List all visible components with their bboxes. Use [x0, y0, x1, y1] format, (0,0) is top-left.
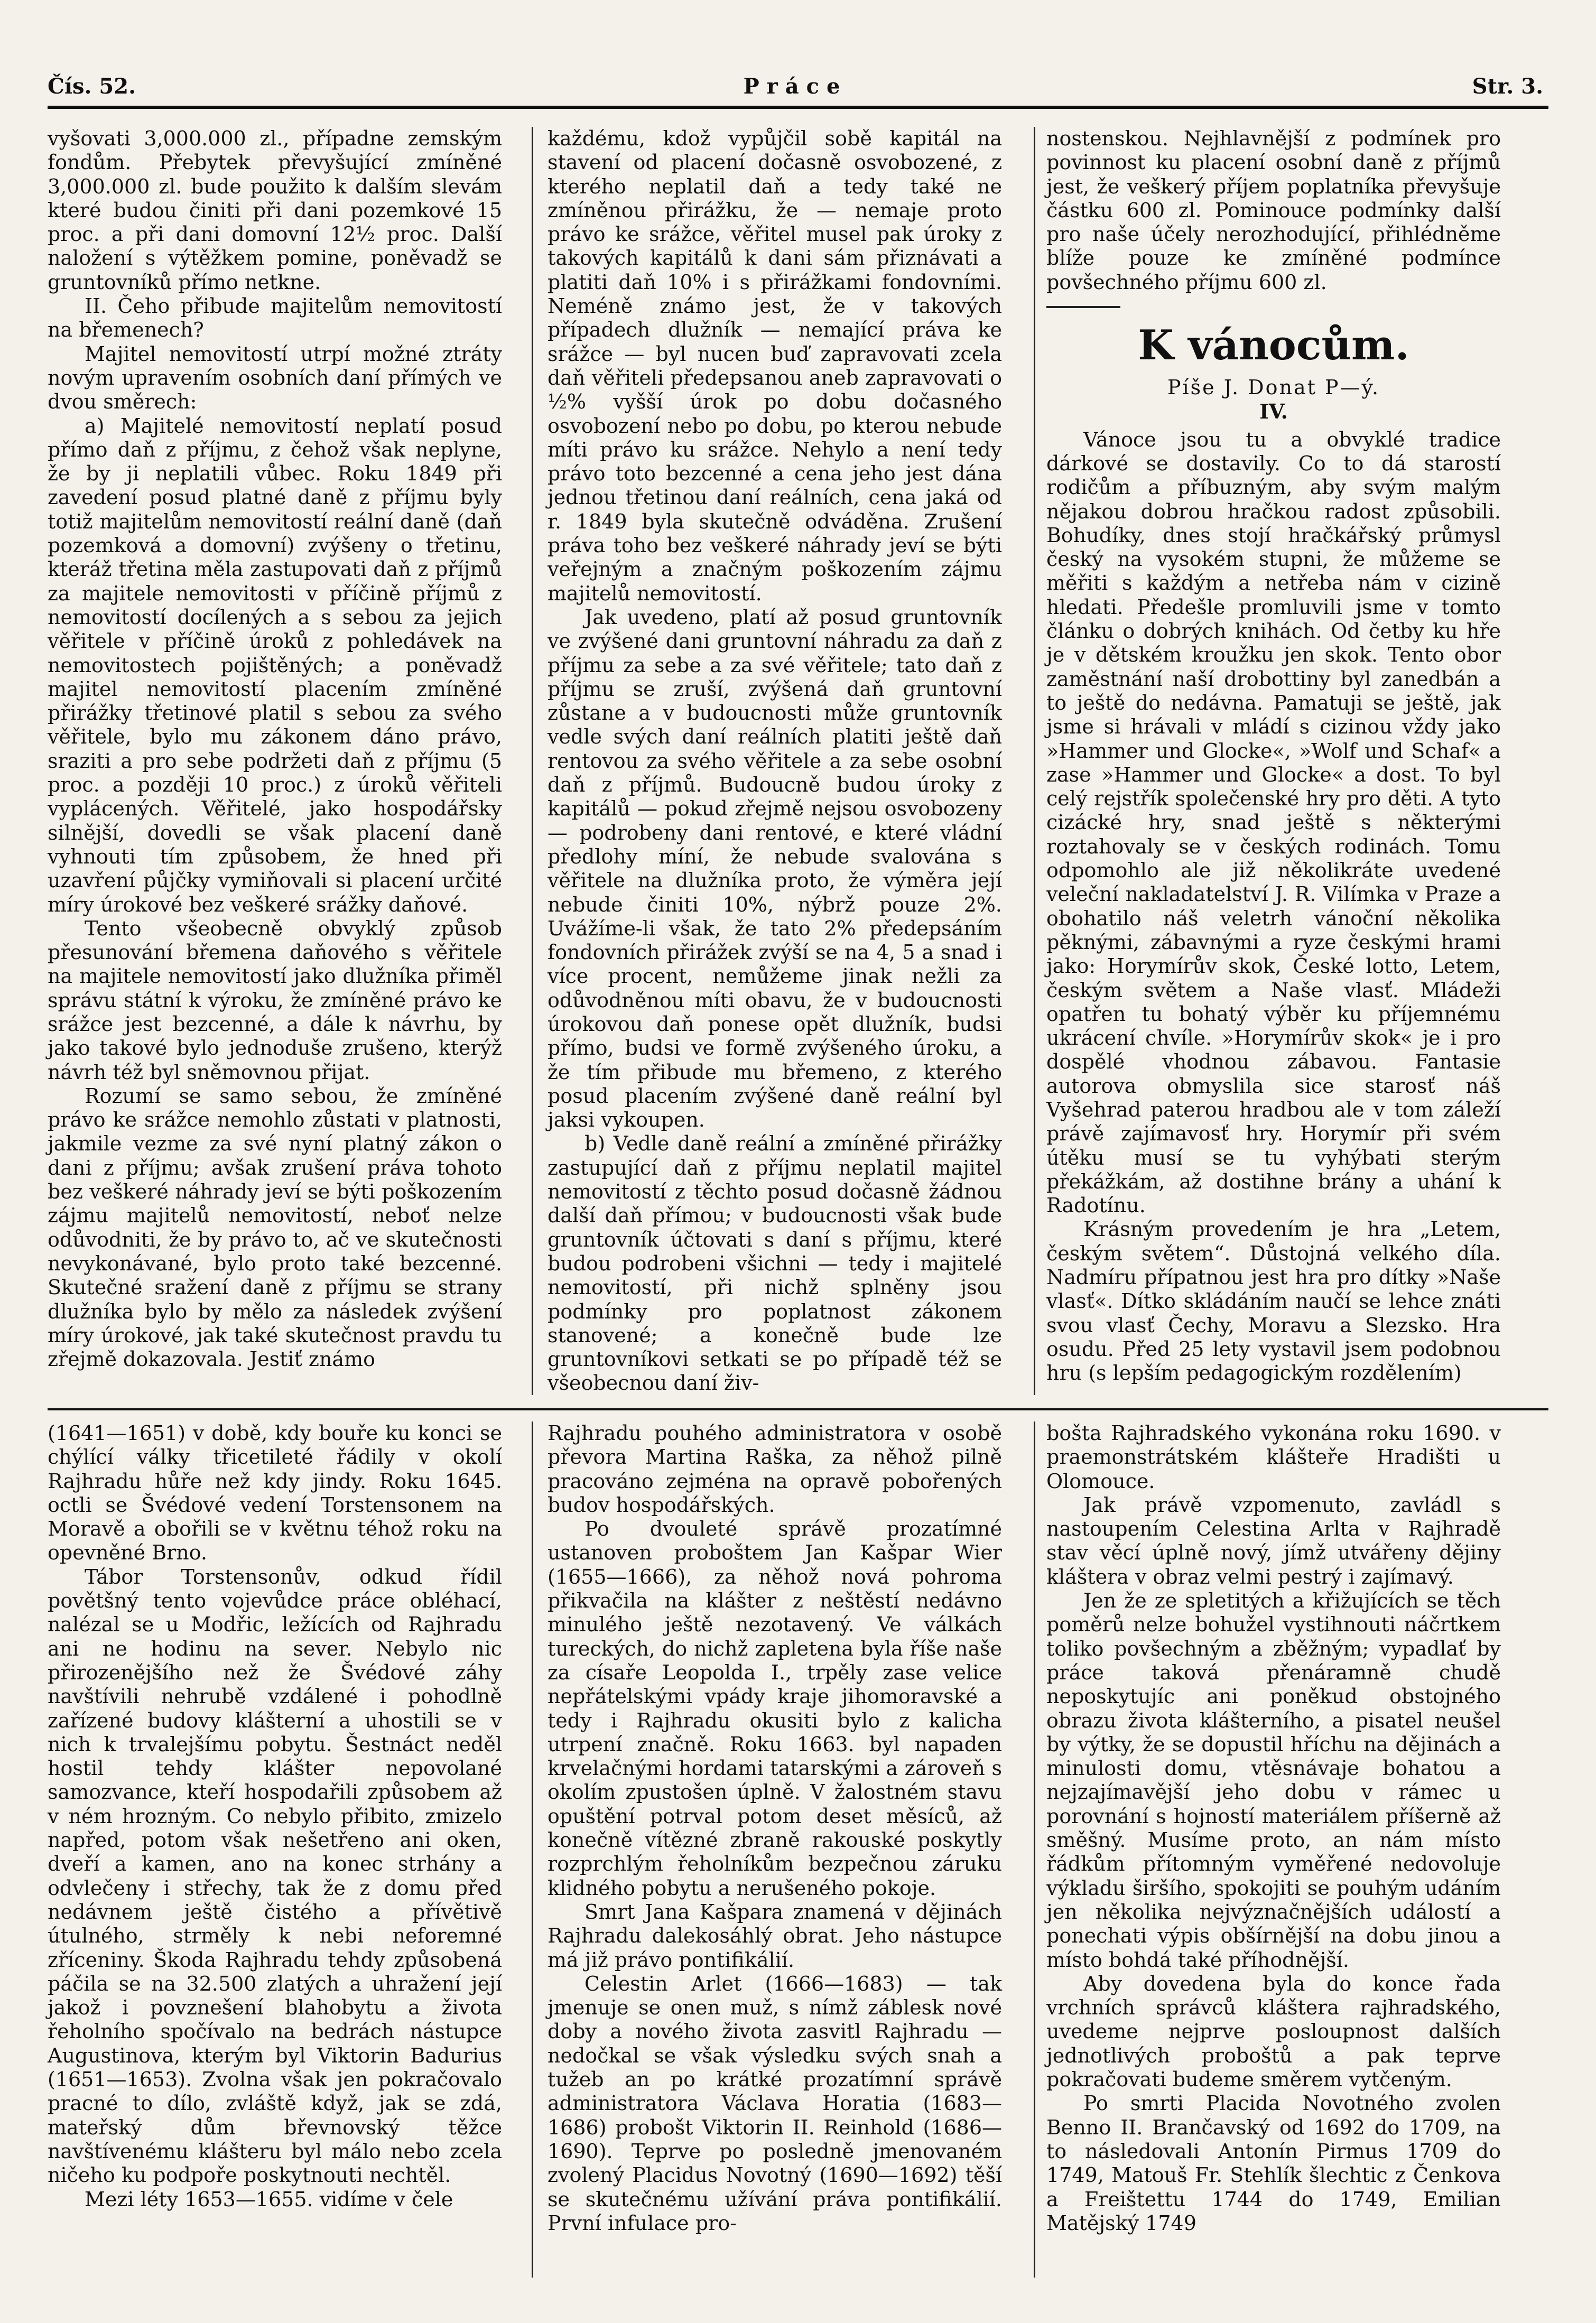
paragraph: Vánoce jsou tu a obvyklé tradice dárkové se dostavily. Co to dá starostí rodičům a příbuzným, aby svým malým nějakou dobrou hračkou radost způsobili. Bohudíky, dnes stojí hračkářský průmysl český na vysokém stupni, že můžeme se měřiti s každým a netřeba nám v cizině hledati. Předešle promluvili jsme v tomto článku o dobrých knihách. Od četby ku hře je v dětském kroužku jen skok. Tento obor zaměstnání naší drobottiny byl zanedbán a to ještě do nedávna. Pamatuji se ještě, jak jsme si hrávali v mládí s cizinou vždy jako »Hammer und Glocke«, »Wolf und Schaf« a zase »Hammer und Glocke« a dost. To byl celý rejstřík společenské hry pro děti. A tyto cizácké hry, snad ještě s některými roztahovaly se v českých rodinách. Tomu odpomohlo ale již několikráte uvedené veleční nakladatelství J. R. Vilímka v Praze a obohatilo náš veletrh vánoční několika pěknými, zábavnými a ryze českými hrami jako: Horymírův skok, České lotto, Letem, českým světem a Naše vlasť. Mládeži opatřen tu bohatý výběr ku příjemnému ukrácení chvíle. »Horymírův skok« je i pro dospělé vhodnou zábavou. Fantasie autorova obmyslila sice starosť náš Vyšehrad paterou hradbou ale v tom záleží právě zajímavosť hry. Horymír při svém útěku musí se tu vyhýbati sterým překážkám, až dostihne brány a uhání k Radotínu.	[1046, 428, 1501, 1218]
paragraph: Jen že ze spletitých a křižujících se těch poměrů nelze bohužel vystihnouti náčrtkem tolikо povšechným a zběžným; vypadlať by práce taková přenáramně chudě neposkytujíc ani poněkud obstojného obrazu života klášterního, a pisatel neušel by výtky, že se dopustil hříchu na dějinách a minulosti domu, vtěsnávaje bohatou a nejzajímavější jeho dobu v rámec u porovnání s hojností materiálem příšerně až směšný. Musíme proto, an nám místo řádkům přítomným vyměřené nedovoluje výkladu širšího, spokojiti se pouhým udáním jen několika nejvýznačnějších událostí a ponechati výpis obšírnější na dobu jinou a místo bohdá také příhodnější.	[1046, 1589, 1501, 1972]
bottom-column-1	[48, 1421, 502, 2212]
paragraph: Majitel nemovitostí utrpí možné ztráty novým upravením osobních daní přímých ve dvou směrech:	[48, 342, 502, 414]
paragraph: II. Čeho přibude majitelům nemovitostí na břemenech?	[48, 294, 502, 342]
paragraph: Celestin Arlet (1666—1683) — tak jmenuje se onen muž, s nímž záblesk nové doby a nového života zasvitl Rajhradu — nedočkal se však výsledku svých snah a tužeb an po krátké prozatímní správě administratora Václava Horatia (1683—1686) probošt Viktorin II. Reinhold (1686—1690). Teprve po posledně jmenovaném zvolený Placidus Novotný (1690—1692) těší se skutečnému užívání práva pontifikálií. První infulace pro-	[548, 1972, 1002, 2235]
paragraph: Mezi léty 1653—1655. vidíme v čele	[85, 2187, 453, 2211]
article-byline: Píše J. Donat P—ý.	[1167, 376, 1380, 399]
bottom-column-2	[548, 1421, 1002, 2235]
paragraph: Tábor Torstensonův, odkud řídil povětšný tento vojevůdce práce obléhací, nalézal se u Modřic, ležících od Rajhradu ani ne hodinu na sever. Nebylo nic přirozenějšího než že Švédové záhy navštívili nehrubě vzdálené i pohodlně zařízené budovy klášterní a uhostili se v nich k trvalejšímu pobytu. Šestnáct neděl hostil tehdy klášter nepovolané samozvance, kteří hospodařili způsobem až v ném hrozným. Co nebylo přibito, zmizelo napřed, potom však nešetřeno ani oken, dveří a kamen, ano na konec strhány a odvlečeny i střechy, tak že z domu před nedávnem ještě čistého a přívětivě útulného, strměly k nebi neforemné zříceniny. Škoda Rajhradu tehdy způsobená páčila se na 32.500 zlatých a uhražení její jakož i povznešení blahobytu a života řeholního spočívalo na bedrách nástupce Augustinova, kterým byl Viktorin Badurius (1651—1653). Zvolna však jen pokračovalo pracné to dílo, zvláště když, jak se zdá, mateřský dům břevnovský těžce navštívenému klášteru byl málo nebo zcela ničeho ku podpoře poskytnouti nechtěl.	[48, 1565, 502, 2187]
paragraph: a) Majitelé nemovitostí neplatí posud přímo daň z příjmu, z čehož však neplyne, že by ji neplatili vůbec. Roku 1849 při zavedení posud platné daně z příjmu byly totiž majitelům nemovitostí reální daně (daň pozemková a domovní) zvýšeny o třetinu, kteráž třetina měla zastupovati daň z příjmů za majitele nemovitosti v příčině příjmů z nemovitostí docílených a s sebou za jejich věřitele v příčině úroků z pohledávek na nemovitostech pojištěných; a poněvadž majitel nemovitostí placením zmíněné přirážky třetinové platil s sebou za svého věřitele, bylo mu zákonem dáno právo, sraziti a pro sebe podržeti daň z příjmu (5 proc. a později 10 proc.) z úroků věřiteli vyplácených. Věřitelé, jako hospodářsky silnější, dovedli se však placení daně vyhnouti tím způsobem, že hned při uzavření půjčky vymiňovali si placení určité míry úrokové bez veškeré srážky daňové.	[48, 414, 502, 916]
issue-number: Čís. 52.	[48, 74, 136, 99]
paragraph: (1641—1651) v době, kdy bouře ku konci se chýlící války třicetileté řádily v okolí Rajhradu hůře než kdy jindy. Roku 1645. octli se Švédové vedení Torstensonem na Moravě a obořili se v květnu téhož roku na opevněné Brno.	[48, 1421, 502, 1565]
newspaper-title: Práce	[743, 74, 848, 99]
bottom-column-3	[1046, 1421, 1501, 2235]
paragraph: vyšovati 3,000.000 zl., případne zemským fondům. Přebytek převyšující zmíněné 3,000.000 zl. bude použito k dalším slevám které budou činiti při dani pozemkové 15 proc. a při dani domovní 12½ proc. Další naložení s výtěžkem pomine, poněvadž se gruntovníků přímo netkne.	[48, 127, 502, 294]
section-rule	[48, 1408, 1548, 1410]
column-divider	[1034, 1421, 1035, 2278]
page-header	[48, 63, 1543, 106]
column-divider	[1034, 127, 1035, 1395]
top-column-1	[48, 127, 502, 1371]
paragraph: Rajhradu pouhého administratora v osobě převora Martina Raška, za něhož pilně pracováno zejména na opravě pobořených budov hospodářských.	[548, 1421, 1002, 1517]
paragraph: bošta Rajhradského vykonána roku 1690. v praemonstrátském klášteře Hradišti u Olomouce.	[1046, 1421, 1501, 1493]
paragraph: Tento všeobecně obvyklý způsob přesunování břemena daňového s věřitele na majitele nemovitostí jako dlužníka přiměl správu státní k výroku, že zmíněné právo ke srážce jest bezcenné, a dále k návrhu, by jako takové bylo jednoduše zrušeno, kterýž návrh též byl sněmovnou přijat.	[48, 916, 502, 1084]
paragraph: Krásným provedením je hra „Letem, českým světem“. Důstojná velkého díla. Nadmíru přípatnou jest hra pro dítky »Naše vlasť«. Dítko skládáním naučí se lehce znáti svou vlasť Čechy, Moravu a Slezsko. Hra osudu. Před 25 lety vystavil jsem podobnou hru (s lepším pedagogickým rozdělením)	[1046, 1218, 1501, 1385]
top-column-2	[548, 127, 1002, 1396]
header-rule	[48, 106, 1548, 109]
paragraph: Smrt Jana Kašpara znamená v dějinách Rajhradu dalekosáhlý obrat. Jeho nástupce má již právo pontifikálií.	[548, 1900, 1002, 1972]
paragraph: Jak právě vzpomenuto, zavládl s nastoupením Celestina Arlta v Rajhradě stav věcí úplně nový, jímž utvářeny dějiny kláštera v obraz velmi pestrý i zajímavý.	[1046, 1493, 1501, 1588]
article-part-number: IV.	[1259, 399, 1288, 424]
article-title: K vánocům.	[1138, 321, 1409, 370]
top-column-3	[1046, 127, 1501, 1386]
paragraph: Rozumí se samo sebou, že zmíněné právo ke srážce nemohlo zůstati v platnosti, jakmile vezme za své nyní platný zákon o dani z příjmu; avšak zrušení práva tohoto bez veškeré náhrady jeví se býti poškozením zájmu majitelů nemovitostí, neboť nelze odůvodniti, že by právo to, ač ve skutečnosti nevykonávané, bylo proto také bezcenné. Skutečné sražení daně z příjmu se strany dlužníka bylo by mělo za následek zvýšení míry úrokové, jak také skutečnost pravdu tu zřejmě dokazovala. Jestiť známo	[48, 1084, 502, 1371]
paragraph: nostenskou. Nejhlavnější z podmínek pro povinnost ku placení osobní daně z příjmů jest, že veškerý příjem poplatníka převyšuje částku 600 zl. Pominouce podmínky další pro naše účely nerozhodující, přihlédněme blíže pouze ke zmíněné podmínce povšechného příjmu 600 zl.	[1046, 127, 1501, 294]
paragraph: Jak uvedeno, platí až posud gruntovník ve zvýšené dani gruntovní náhradu za daň z příjmu za sebe a za své věřitele; tato daň z příjmu se zruší, zvýšená daň gruntovní zůstane a v budoucnosti může gruntovník vedle svých daní reálních platiti ještě daň rentovou za svého věřitele a za sebe osobní daň z příjmů. Budoucně budou úroky z kapitálů — pokud zřejmě nejsou osvobozeny — podrobeny dani rentové, e které vládní předlohy míní, že nebude svalována s věřitele na dlužníka proto, že výměra její nebude činiti 10%, nýbrž pouze 2%. Uvážíme-li však, že tato 2% předepsáním fondovních přirážek zvýší se na 4, 5 a snad i více procent, nemůžeme jinak nežli za odůvodněnou míti obavu, že v budoucnosti úrokovou daň ponese opět dlužník, budsi přímo, budsi ve formě zvýšeného úroku, a že tím přibude mu břemeno, z kterého posud placením zvýšené daně reální byl jaksi vykoupen.	[548, 605, 1002, 1132]
page-number: Str. 3.	[1472, 74, 1543, 99]
paragraph: b) Vedle daně reální a zmíněné přirážky zastupující daň z příjmu neplatil majitel nemovitostí z těchto posud dočasně žádnou další daň přímou; v budoucnosti však bude gruntovník účtovati s daní s příjmu, které budou podrobeni všichni — tedy i majitelé nemovitostí, při nichž splněny jsou podmínky pro poplatnost zákonem stanovené; a konečně bude lze gruntovníkovi setkati se po případě též se všeobecnou daní živ-	[548, 1132, 1002, 1395]
column-divider	[532, 1421, 533, 2278]
paragraph: Po dvouleté správě prozatímné ustanoven proboštem Jan Kašpar Wier (1655—1666), za něhož nová pohroma přikvačila na klášter z neštěstí nedávno minulého ještě nezotavený. Ve válkách tureckých, do nichž zapletena byla říše naše za císaře Leopolda I., trpěly zase velice nepřátelskými vpády kraje jihomoravské a tedy i Rajhradu okusiti bylo z kalicha utrpení značně. Roku 1663. byl napaden krvelačnými hordami tatarskými a zároveň s okolím zpustošen úplně. V žalostném stavu opuštění potrval potom deset měsíců, až konečně vítězné zbraně rakouské poskytly rozprchlým řeholníkům bezpečnou záruku klidného pobytu a nerušeného pokoje.	[548, 1517, 1002, 1900]
article-divider	[1046, 306, 1120, 308]
paragraph: Po smrti Placida Novotného zvolen Benno II. Brančavský od 1692 do 1709, na to následovali Antonín Pirmus 1709 do 1749, Matouš Fr. Stehlík šlechtic z Čenkova a Freištettu 1744 do 1749, Emilian Matějský 1749	[1046, 2092, 1501, 2235]
paragraph: Aby dovedena byla do konce řada vrchních správců kláštera rajhradského, uvedeme nejprve posloupnost dalších jednotlivých proboštů a pak teprve pokračovati budeme směrem vytčeným.	[1046, 1972, 1501, 2092]
paragraph: každému, kdož vypůjčil sobě kapitál na stavení od placení dočasně osvobozené, z kterého neplatil daň a tedy také ne zmíněnou přirážku, že — nemaje proto právo ke srážce, věřitel musel pak úroky z takových kapitálů k dani sám přiznávati a platiti daň 10% i s přirážkami fondovními. Neméně známo jest, že v takových případech dlužník — nemající práva ke srážce — byl nucen buď zapravovati zcela daň věřiteli předepsanou aneb zapravovati o ½% vyšší úrok po dobu dočasného osvobození nebo po dobu, po kterou nebude míti právo ku srážce. Nehylo a není tedy právo toto bezcenné a cena jeho jest dána jednou třetinou daní reálních, cena jaká od r. 1849 byla skutečně odváděna. Zrušení práva toho bez veškeré náhrady jeví se býti veřejným a značným poškozením zájmu majitelů nemovitostí.	[548, 127, 1002, 605]
column-divider	[532, 127, 533, 1395]
